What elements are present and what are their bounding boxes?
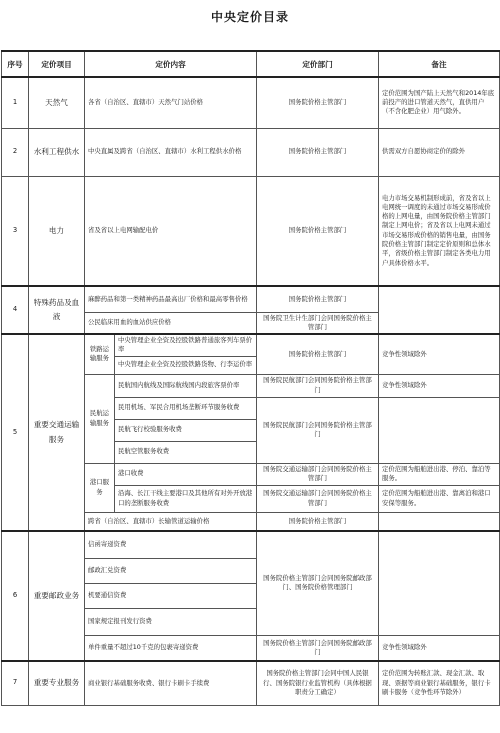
remark: 竞争性领域除外 [379, 635, 500, 661]
pricing-content: 沿海、长江干线主要港口及其他所有对外开放港口的垄断服务收费 [115, 485, 257, 512]
remark [379, 286, 500, 334]
header-content: 定价内容 [85, 51, 257, 77]
remark [379, 531, 500, 635]
pricing-department: 国务院民航部门会同国务院价格主管部门 [257, 397, 379, 463]
table-row [2, 531, 500, 558]
price-catalog-table [1, 50, 500, 706]
pricing-department: 国务院价格主管部门 [257, 128, 379, 176]
pricing-item: 特殊药品及血液 [29, 286, 85, 334]
row-number: 3 [2, 176, 29, 286]
pricing-content: 各省（自治区、直辖市）天然气门站价格 [85, 77, 257, 128]
row-number: 2 [2, 128, 29, 176]
pricing-content: 民航国内航线及国际航线国内段旅客票价率 [115, 374, 257, 397]
pricing-content: 民航飞行校验服务收费 [115, 419, 257, 441]
header-number: 序号 [2, 51, 29, 77]
sub-category-port: 港口服务 [85, 463, 115, 512]
remark: 竞争性领域除外 [379, 374, 500, 397]
pricing-department: 国务院价格主管部门 [257, 77, 379, 128]
page-title: 中央定价目录 [210, 10, 289, 24]
remark: 供需双方自愿协商定价的除外 [379, 128, 500, 176]
pricing-content: 邮政汇兑资费 [85, 558, 257, 583]
remark: 竞争性领域除外 [379, 334, 500, 374]
table-row [2, 176, 500, 286]
pricing-department: 国务院价格主管部门 [257, 286, 379, 312]
pricing-content: 中央直属及跨省（自治区、直辖市）水利工程供水价格 [85, 128, 257, 176]
remark [379, 512, 500, 531]
remark: 定价范围为国产陆上天然气和2014年底前投产的进口管道天然气，直供用户（不含化肥企业）用气除外。 [379, 77, 500, 128]
row-number: 7 [2, 661, 29, 705]
pricing-content: 麻醉药品和第一类精神药品最高出厂价格和最高零售价格 [85, 286, 257, 312]
pricing-department: 国务院价格主管部门 [257, 334, 379, 374]
pricing-content: 民用机场、军民合用机场垄断环节服务收费 [115, 397, 257, 419]
row-number: 4 [2, 286, 29, 334]
pricing-content: 省及省以上电网输配电价 [85, 176, 257, 286]
header-note: 备注 [379, 51, 500, 77]
remark [379, 397, 500, 463]
pricing-item: 重要邮政业务 [29, 531, 85, 661]
pricing-item: 天然气 [29, 77, 85, 128]
row-number: 5 [2, 334, 29, 531]
pricing-content: 商业银行基础服务收费、银行卡刷卡手续费 [85, 661, 257, 705]
pricing-content: 跨省（自治区、直辖市）长输管道运输价格 [85, 512, 257, 531]
sub-category-air: 民航运输服务 [85, 374, 115, 463]
sub-category-rail: 铁路运输服务 [85, 334, 115, 374]
pricing-department: 国务院价格主管部门 [257, 512, 379, 531]
pricing-department: 国务院价格主管部门 [257, 176, 379, 286]
pricing-department: 国务院交通运输部门会同国务院价格主管部门 [257, 463, 379, 485]
pricing-department: 国务院民航部门会同国务院价格主管部门 [257, 374, 379, 397]
pricing-item: 电力 [29, 176, 85, 286]
pricing-item: 重要交通运输服务 [29, 334, 85, 531]
remark: 定价范围为船舶进出港、停泊、靠泊等服务。 [379, 463, 500, 485]
row-number: 1 [2, 77, 29, 128]
pricing-content: 单件重量不超过10千克的包裹寄递资费 [85, 635, 257, 661]
pricing-content: 中央管理企业全资及控股铁路货物、行李运价率 [115, 356, 257, 374]
row-number: 6 [2, 531, 29, 661]
table-row [2, 334, 500, 356]
pricing-department: 国务院交通运输部门会同国务院价格主管部门 [257, 485, 379, 512]
table-row [2, 286, 500, 312]
pricing-content: 民航空管服务收费 [115, 441, 257, 463]
header-row [2, 51, 500, 77]
pricing-department: 国务院价格主管部门会同国务院邮政部门、国务院价格管理部门 [257, 531, 379, 635]
remark: 定价范围为船舶进出港、靠离泊和港口安保等服务。 [379, 485, 500, 512]
pricing-content: 机要通信资费 [85, 583, 257, 608]
pricing-item: 重要专业服务 [29, 661, 85, 705]
header-department: 定价部门 [257, 51, 379, 77]
pricing-content: 公民临床用血的血站供应价格 [85, 312, 257, 334]
pricing-content: 中央管理企业全资及控股铁路普通旅客列车票价率 [115, 334, 257, 356]
pricing-department: 国务院卫生计生部门会同国务院价格主管部门 [257, 312, 379, 334]
table-row [2, 661, 500, 705]
pricing-department: 国务院价格主管部门会同国务院邮政部门 [257, 635, 379, 661]
pricing-department: 国务院价格主管部门会同中国人民银行、国务院银行业监管机构（具体根据职责分工确定） [257, 661, 379, 705]
remark: 电力市场交易机制形成前，省及省以上电网统一调度的未通过市场交易形成价格的上网电量，由国务院价格主管部门制定上网电价；省及省以上电网未通过市场交易形成价格的销售电量，由国务院价格主管部门制定定价原则和总体水平，省级价格主管部门制定各类电力用户具体价格水平。 [379, 176, 500, 286]
table-row [2, 128, 500, 176]
remark: 定价范围为转账汇款、现金汇款、取现、票据等商业银行基础服务，银行卡刷卡服务（竞争性环节除外） [379, 661, 500, 705]
pricing-content: 港口收费 [115, 463, 257, 485]
pricing-content: 信函寄递资费 [85, 531, 257, 558]
pricing-content: 国家规定报刊发行资费 [85, 608, 257, 635]
pricing-item: 水利工程供水 [29, 128, 85, 176]
table-row [2, 77, 500, 128]
header-item: 定价项目 [29, 51, 85, 77]
